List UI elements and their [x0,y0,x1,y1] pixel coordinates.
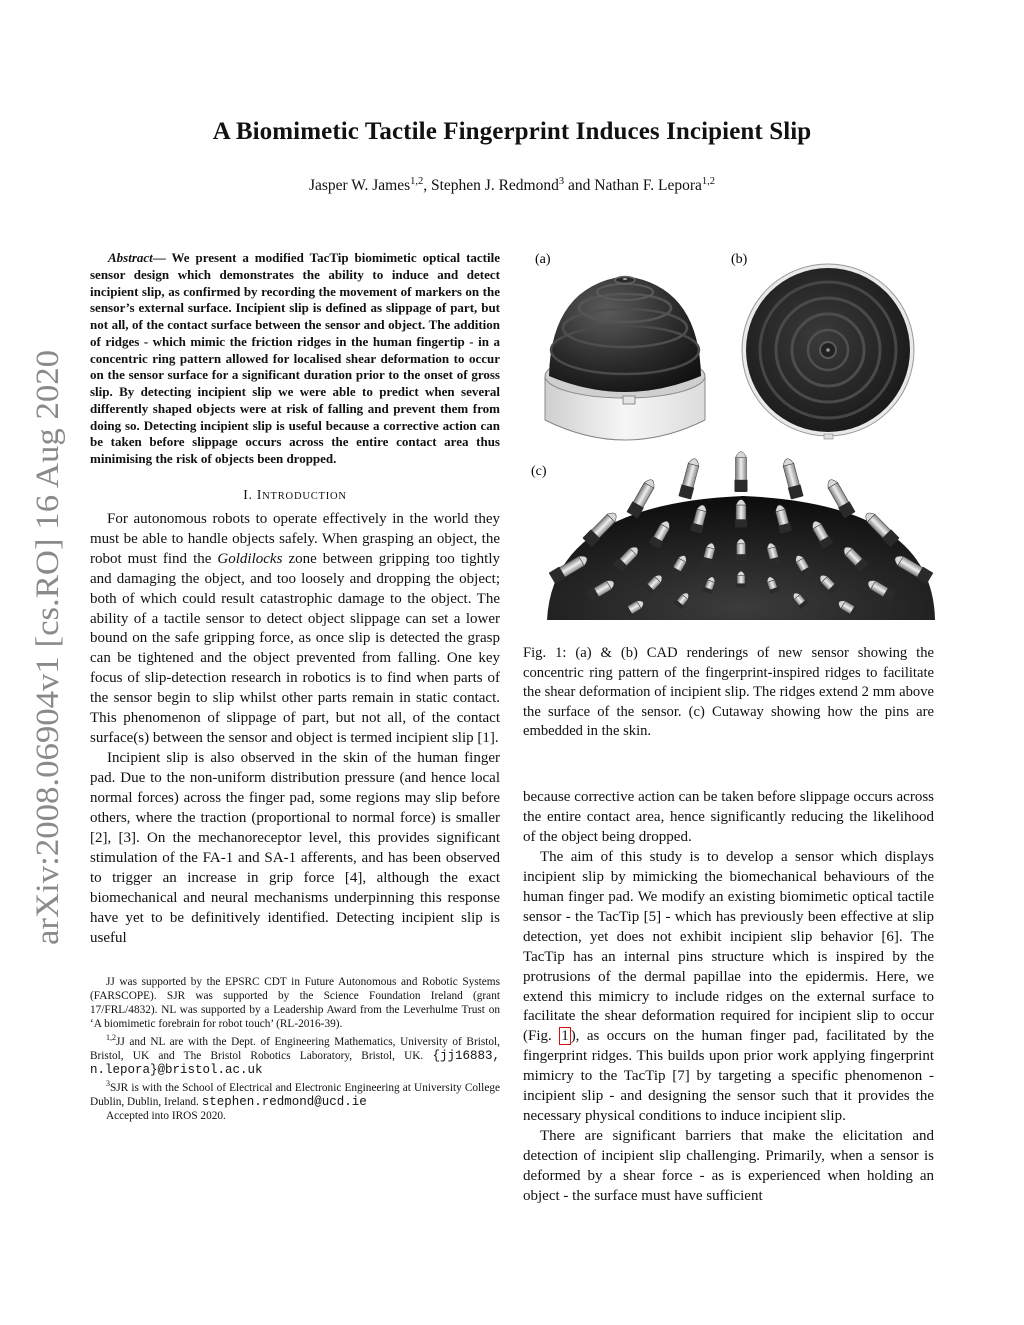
pin-illustration [736,539,747,560]
section-title-rest: NTRODUCTION [262,490,347,502]
footnote-funding: JJ was supported by the EPSRC CDT in Future Autonomous and Robotic Systems (FARSCOPE). SJR was supported by the Science Foundation Ireland (grant 17/FRL/4832). NL was supported by a Leadership Award from the Leverhulme Trust on ‘A biomimetic forebrain for robot touch’ (RL-2016-39). [90,975,500,1030]
arxiv-stamp [0,0,72,1325]
email-bristol: {jj16883, n.lepora}@bristol.ac.uk [90,1048,501,1078]
author-1-affil: 1,2 [410,176,424,187]
right-p2-part-b: ), as occurs on the human finger pad, facilitated by the fingerprint ridges. This builds upon prior work applying fingerprint mimicry to the TacTip [7] by targeting a specific phenomenon - incipient slip - and designing the sensor such that it provides the necessary physical conditions to induce incipient slip. [523,1028,934,1125]
abstract [90,250,500,468]
footnote-affil-ucd-sup: 3 [106,1079,110,1089]
intro-p1-part-b: zone between gripping too tightly and damaging the object, and too loosely and dropping the object; both of which could result catastrophic damage to the object. The ability of a tactile sensor to detect object slippage can set a lower bound on the safe gripping force, as once slip is detected the grasp can be tightened and the object prevented from falling. One key focus of slip-detection research in robotics is to find when parts of the sensor begin to slip whilst other parts remain in static contact. This phenomenon of slippage of part, but not all, of the contact surface(s) between the sensor and object is termed incipient slip [1]. [90,550,500,747]
abstract-text: We present a modified TacTip biomimetic optical tactile sensor design which demonstrates the ability to induce and detect incipient slip, as confirmed by recording the movement of markers on the sensor’s external surface. Incipient slip is defined as slippage of part, but not all, of the contact surface between the sensor and object. The addition of ridges - which mimic the friction ridges in the human fingertip - in a concentric ring pattern allowed for localised shear deformation to occur on the sensor surface for a significant duration prior to the onset of gross slip. By detecting incipient slip we were able to predict when several differently shaped objects were at risk of falling and prevent them from doing so. Detecting incipient slip is useful because a corrective action can be taken before slippage occurs across the entire contact area thus minimising the risk of objects been dropped. [90,250,500,466]
author-conjunction: and [568,177,591,195]
section-heading-introduction [90,487,500,503]
figure-label-b: (b) [731,252,748,267]
author-2-affil: 3 [558,176,565,187]
footnote-affil-bristol-text: JJ and NL are with the Dept. of Engineering Mathematics, University of Bristol, Bristol, UK and The Bristol Robotics Laboratory, Bristol, UK. [90,1035,500,1062]
intro-paragraph-1 [90,510,500,749]
intro-paragraph-2: Incipient slip is also observed in the skin of the human finger pad. Due to the non-uniform distribution pressure (and hence local normal forces) across the finger pad, some regions may slip before others, where the traction (proportional to normal force) is smaller [2], [3]. On the mechanoreceptor level, this provides significant stimulation of the FA-1 and SA-1 afferents, and has been observed to trigger an increase in grip force [4], although the exact biomechanical and neural mechanisms underpinning this response have yet to be definitively identified. Detecting incipient slip is useful [90,750,500,946]
intro-p1-part-a: For autonomous robots to operate effectively in the world they must be able to handle objects safely. When grasping an object, the robot must find the [90,510,500,567]
figure-label-c: (c) [531,464,547,479]
author-list: Jasper W. James$^{1,2}$, Stephen J. Redmond$^3$ and Nathan F. Lepora$^{1,2}$ [308,176,716,195]
author-2: Stephen J. Redmond [431,177,559,195]
figure-label-a: (a) [535,252,551,267]
pin-illustration [781,457,804,499]
figure-1 [523,248,943,638]
right-column [523,788,934,1207]
email-ucd: stephen.redmond@ucd.ie [201,1095,367,1109]
footnote-accepted: Accepted into IROS 2020. [106,1110,226,1123]
sensor-top-render [742,264,914,439]
abstract-dash: — [152,250,166,265]
pin-illustration [735,452,748,492]
pin-illustration [735,500,747,528]
abstract-label: Abstract [108,250,153,265]
arxiv-id-text: arXiv:2008.06904v1 [cs.RO] 16 Aug 2020 [30,388,66,945]
sensor-side-render [545,276,705,440]
figure-reference-link[interactable]: 1 [561,1028,569,1045]
author-3-affil: 1,2 [701,176,716,187]
section-first-letter: I [256,486,263,502]
pin-illustration [679,457,702,499]
footnote-affil-bristol-sup: 1,2 [106,1033,116,1043]
figure-1-caption: Fig. 1: (a) & (b) CAD renderings of new sensor showing the concentric ring pattern of the fingerprint-inspired ridges to facilitate the shear deformation of incipient slip. The ridges extend 2 mm above the surface of the sensor. (c) Cutaway showing how the pins are embedded in the skin. [523,645,934,740]
sensor-cutaway-render [547,452,935,620]
right-paragraph-1: because corrective action can be taken before slippage occurs across the entire contact area, hence significantly reducing the likelihood of the object being dropped. [523,789,934,845]
right-paragraph-3: There are significant barriers that make the elicitation and detection of incipient slip challenging. Primarily, when a sensor is deformed by a shear force - as is experienced when holding an object - the surface must have sufficient [523,1128,934,1205]
intro-p1-emphasis: Goldilocks [217,550,283,567]
right-p2-part-a: The aim of this study is to develop a sensor which displays incipient slip by mimicking the biomechanical behaviours of the human finger pad. We modify an existing biomimetic optical tactile sensor - the TacTip [5] - which has previously been effective at slip detection, yet does not exhibit incipient slip behavior [6]. The TacTip has an internal pins structure which is inspired by the protrusions of the dermal papillae into the epidermis. Here, we extend this mimicry to include ridges on the external surface to facilitate the shear deformation required for incipient slip to occur (Fig. [523,848,934,1045]
footnote-affiliation-ucd [90,1077,500,1109]
author-1: Jasper W. James [308,177,411,195]
left-column [90,250,500,1123]
paper-title: A Biomimetic Tactile Fingerprint Induces Incipient Slip [212,118,812,145]
section-number: I. [243,486,257,502]
right-paragraph-2 [523,848,934,1127]
footnote-affil-ucd-text: SJR is with the School of Electrical and Electronic Engineering at University College Dublin, Dublin, Ireland. [90,1081,500,1108]
author-3: Nathan F. Lepora [594,177,702,195]
figure-1-graphic [523,248,943,638]
footnote-affiliation-bristol [90,1031,500,1077]
figure-1-caption-block [523,644,934,742]
